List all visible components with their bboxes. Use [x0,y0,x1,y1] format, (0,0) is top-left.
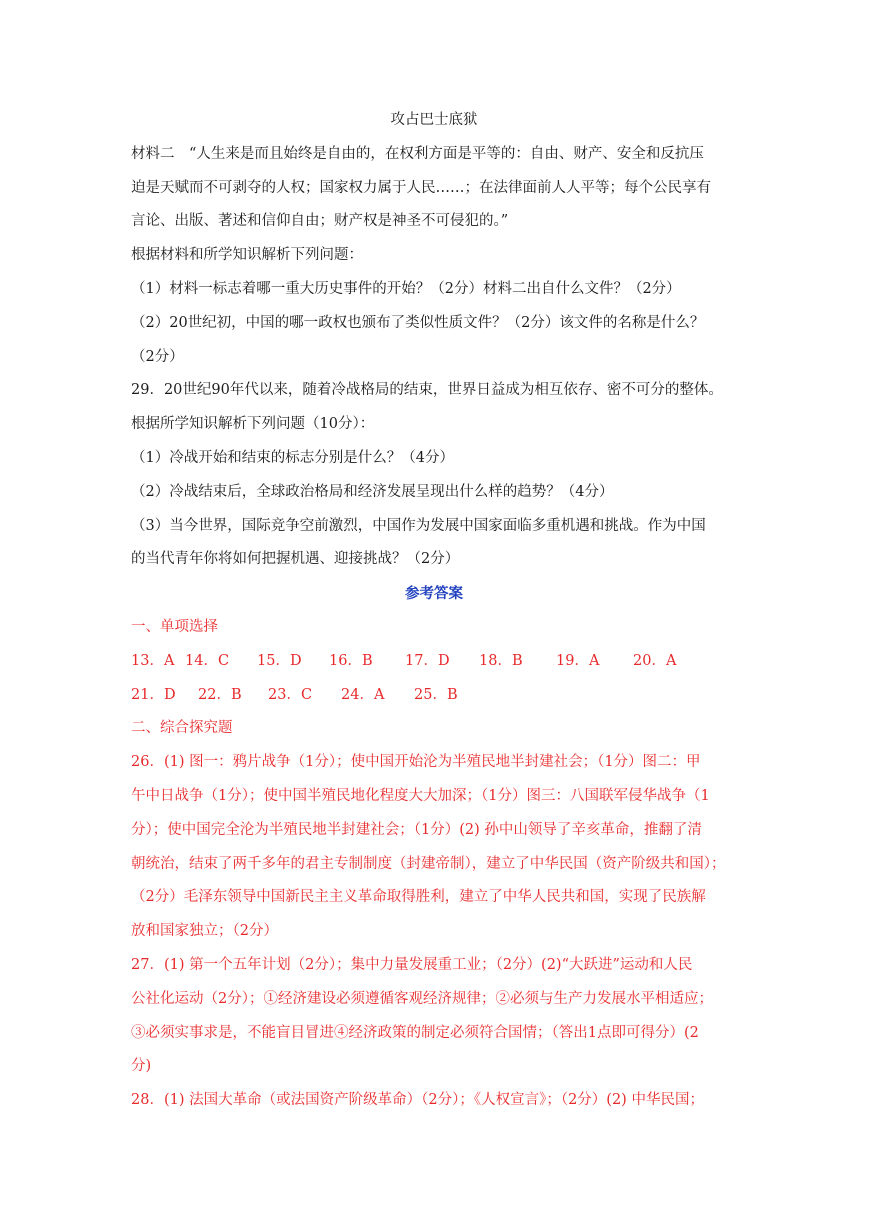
text-line: 分) [131,1058,152,1075]
text-line: 27．(1) 第一个五年计划（2分）；集中力量发展重工业；（2分）(2)“大跃进”运动和人民 [131,956,693,973]
text-line: 分）；使中国完全沦为半殖民地半封建社会；（1分）(2) 孙中山领导了辛亥革命，推翻了清 [131,821,702,838]
answers-heading: 参考答案 [405,585,463,603]
text-line: 26．(1) 图一：鸦片战争（1分）；使中国开始沦为半殖民地半封建社会；（1分）图二：甲 [131,754,701,771]
q29-sub1: （1）冷战开始和结束的标志分别是什么？（4分） [131,449,454,466]
section-single-choice: 一、单项选择 [131,618,218,635]
answer-28 [131,1084,737,1118]
q29-sub3-line1: （3）当今世界，国际竞争空前激烈，中国作为发展中国家面临多重机遇和挑战。作为中国 [131,517,706,534]
q28-sub1: （1）材料一标志着哪一重大历史事件的开始？（2分）材料二出自什么文件？（2分） [131,280,681,297]
answers-row-2 [131,679,737,713]
text-line: 朝统治，结束了两千多年的君主专制制度（封建帝制），建立了中华民国（资产阶级共和国）； [131,855,726,872]
q29-sub2: （2）冷战结束后，全球政治格局和经济发展呈现出什么样的趋势？（4分） [131,483,614,500]
answer-item: 15．D [257,652,302,669]
answer-item: 13．A [131,652,175,669]
text-line: 放和国家独立；（2分） [131,923,278,940]
q29-intro-line1: 29．20世纪90年代以来，随着冷战格局的结束，世界日益成为相互依存、密不可分的整体。 [131,382,723,399]
answer-item: 14．C [185,652,230,669]
text-line: 午中日战争（1分）；使中国半殖民地化程度大大加深；（1分）图三：八国联军侵华战争（1 [131,787,710,804]
text-line: ③必须实事求是，不能盲目冒进④经济政策的制定必须符合国情；（答出1点即可得分）(2 [131,1024,699,1041]
answer-item: 24．A [341,686,385,703]
answer-item: 20．A [633,652,677,669]
text-line: 材料二 “人生来是而且始终是自由的，在权利方面是平等的：自由、财产、安全和反抗压 [131,145,704,162]
text-line: 公社化运动（2分）；①经济建设必须遵循客观经济规律；②必须与生产力发展水平相适应； [131,990,713,1007]
text-line: （2分）毛泽东领导中国新民主主义革命取得胜利，建立了中华人民共和国，实现了民族解 [131,889,706,906]
answer-27 [131,949,737,1084]
section-comprehensive: 二、综合探究题 [131,720,233,737]
q28-material2 [131,138,737,239]
answer-item: 18．B [479,652,523,669]
q29-sub3-line2: 的当代青年你将如何把握机遇、迎接挑战？（2分） [131,551,460,568]
answer-item: 16．B [329,652,373,669]
answer-item: 19．A [556,652,600,669]
answer-26 [131,746,737,949]
answer-item: 17．D [405,652,450,669]
answer-item: 21．D [131,686,176,703]
answer-item: 22．B [198,686,242,703]
q29-intro-line2: 根据所学知识解析下列问题（10分）： [131,416,375,433]
answer-item: 25．B [414,686,458,703]
text-line: 28．(1) 法国大革命（或法国资产阶级革命）（2分）；《人权宣言》；（2分）(2) 中华民国； [131,1092,704,1109]
document-page [131,104,737,1118]
q28-prompt: 根据材料和所学知识解析下列问题： [131,247,363,264]
answer-item: 23．C [268,686,313,703]
text-line: 迫是天赋而不可剥夺的人权；国家权力属于人民……；在法律面前人人平等；每个公民享有 [131,179,711,196]
q28-sub2-line1: （2）20世纪初，中国的哪一政权也颁布了类似性质文件？（2分）该文件的名称是什么？ [131,314,705,331]
answers-row-1 [131,645,737,679]
q28-sub2-line2: （2分） [131,348,184,365]
image-caption: 攻占巴士底狱 [390,112,478,128]
text-line: 言论、出版、著述和信仰自由；财产权是神圣不可侵犯的。” [131,213,509,230]
